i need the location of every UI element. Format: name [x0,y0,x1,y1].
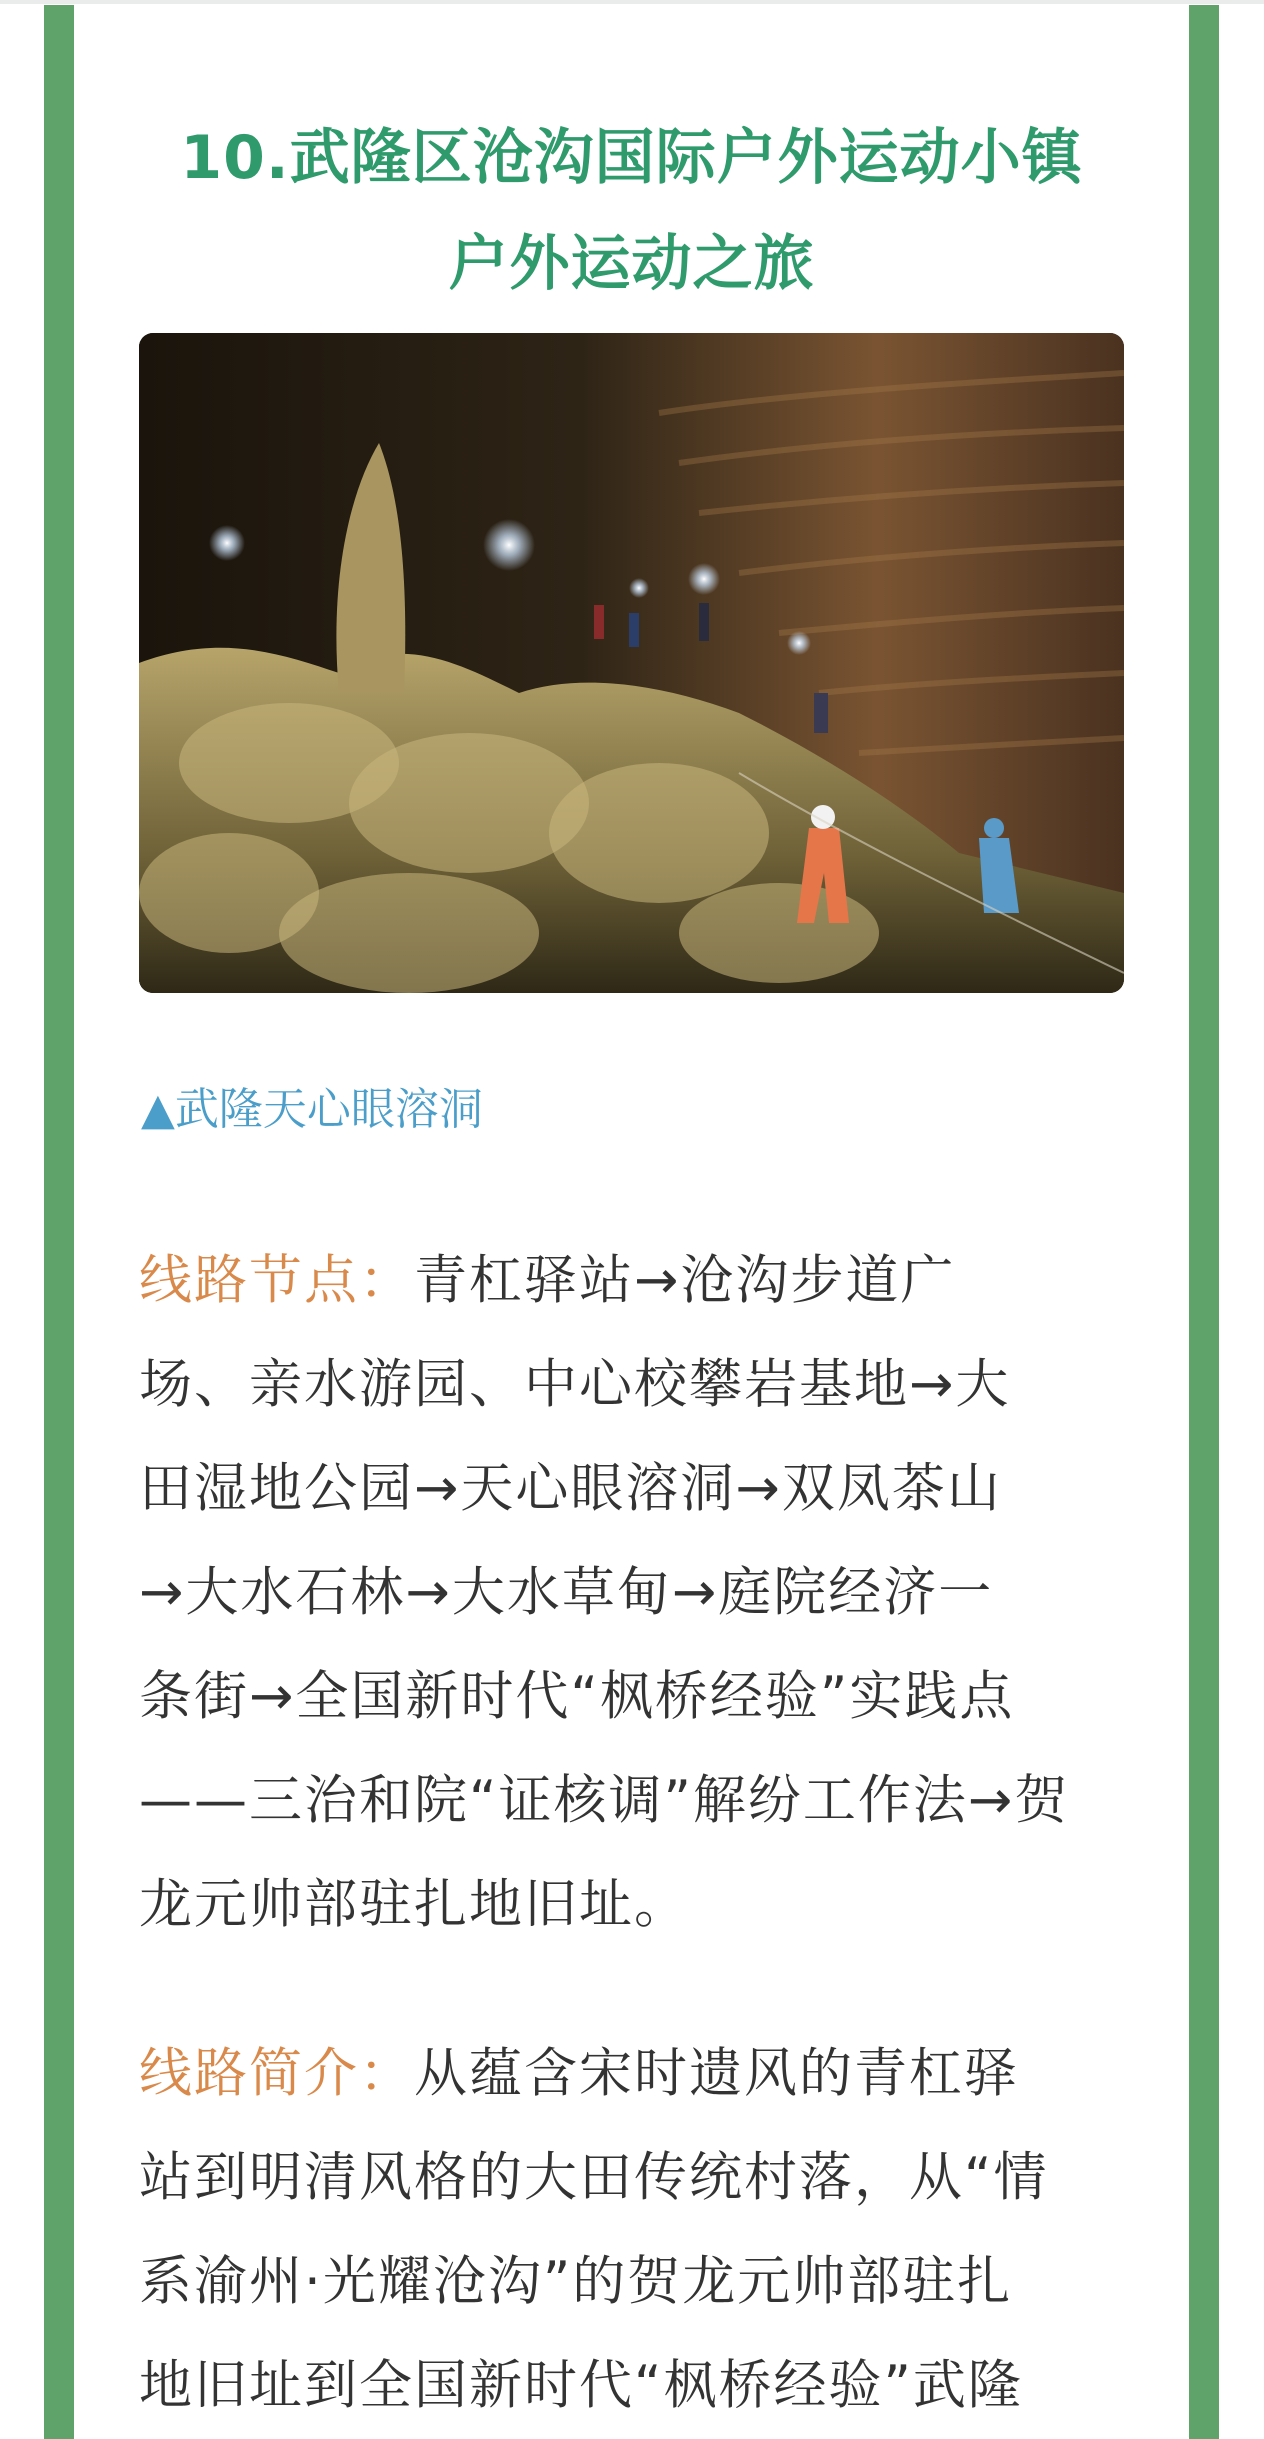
route-nodes-text: 青杠驿站→沧沟步道广 [414,1250,956,1311]
route-intro-label: 线路简介： [139,2043,414,2104]
route-nodes-line-7: 龙元帅部驻扎地旧址。 [139,1874,689,1935]
route-intro-line-4: 地旧址到全国新时代“枫桥经验”武隆 [139,2355,1023,2416]
section-title-line-1: 10.武隆区沧沟国际户外运动小镇 [180,123,1083,194]
route-nodes-label: 线路节点： [139,1250,414,1311]
cave-photo[interactable] [139,333,1124,993]
route-nodes-line-1 [139,1229,1129,1333]
section-title-line-2: 户外运动之旅 [448,229,815,300]
route-nodes-line-4: →大水石林→大水草甸→庭院经济一 [139,1562,994,1623]
article-card [74,5,1189,2439]
route-nodes-line-3: 田湿地公园→天心眼溶洞→双凤茶山 [139,1458,1002,1519]
photo-caption: ▲武隆天心眼溶洞 [141,1084,483,1135]
route-nodes-line-5: 条街→全国新时代“枫桥经验”实践点 [139,1666,1015,1727]
left-green-border [44,5,74,2439]
route-nodes-line-2: 场、亲水游园、中心校攀岩基地→大 [139,1354,1011,1415]
top-divider [0,0,1264,4]
section-title [74,105,1189,317]
route-intro-line-1 [139,2022,1129,2126]
route-intro-text: 从蕴含宋时遗风的青杠驿 [414,2043,1019,2104]
route-intro-line-2: 站到明清风格的大田传统村落，从“情 [139,2147,1049,2208]
right-green-border [1189,5,1219,2439]
cave-photo-illustration [139,333,1124,993]
route-intro-paragraph [139,2022,1129,2438]
route-nodes-paragraph [139,1229,1129,1957]
route-intro-line-3: 系渝州·光耀沧沟”的贺龙元帅部驻扎 [139,2251,1013,2312]
route-nodes-line-6: ——三治和院“证核调”解纷工作法→贺 [139,1770,1070,1831]
